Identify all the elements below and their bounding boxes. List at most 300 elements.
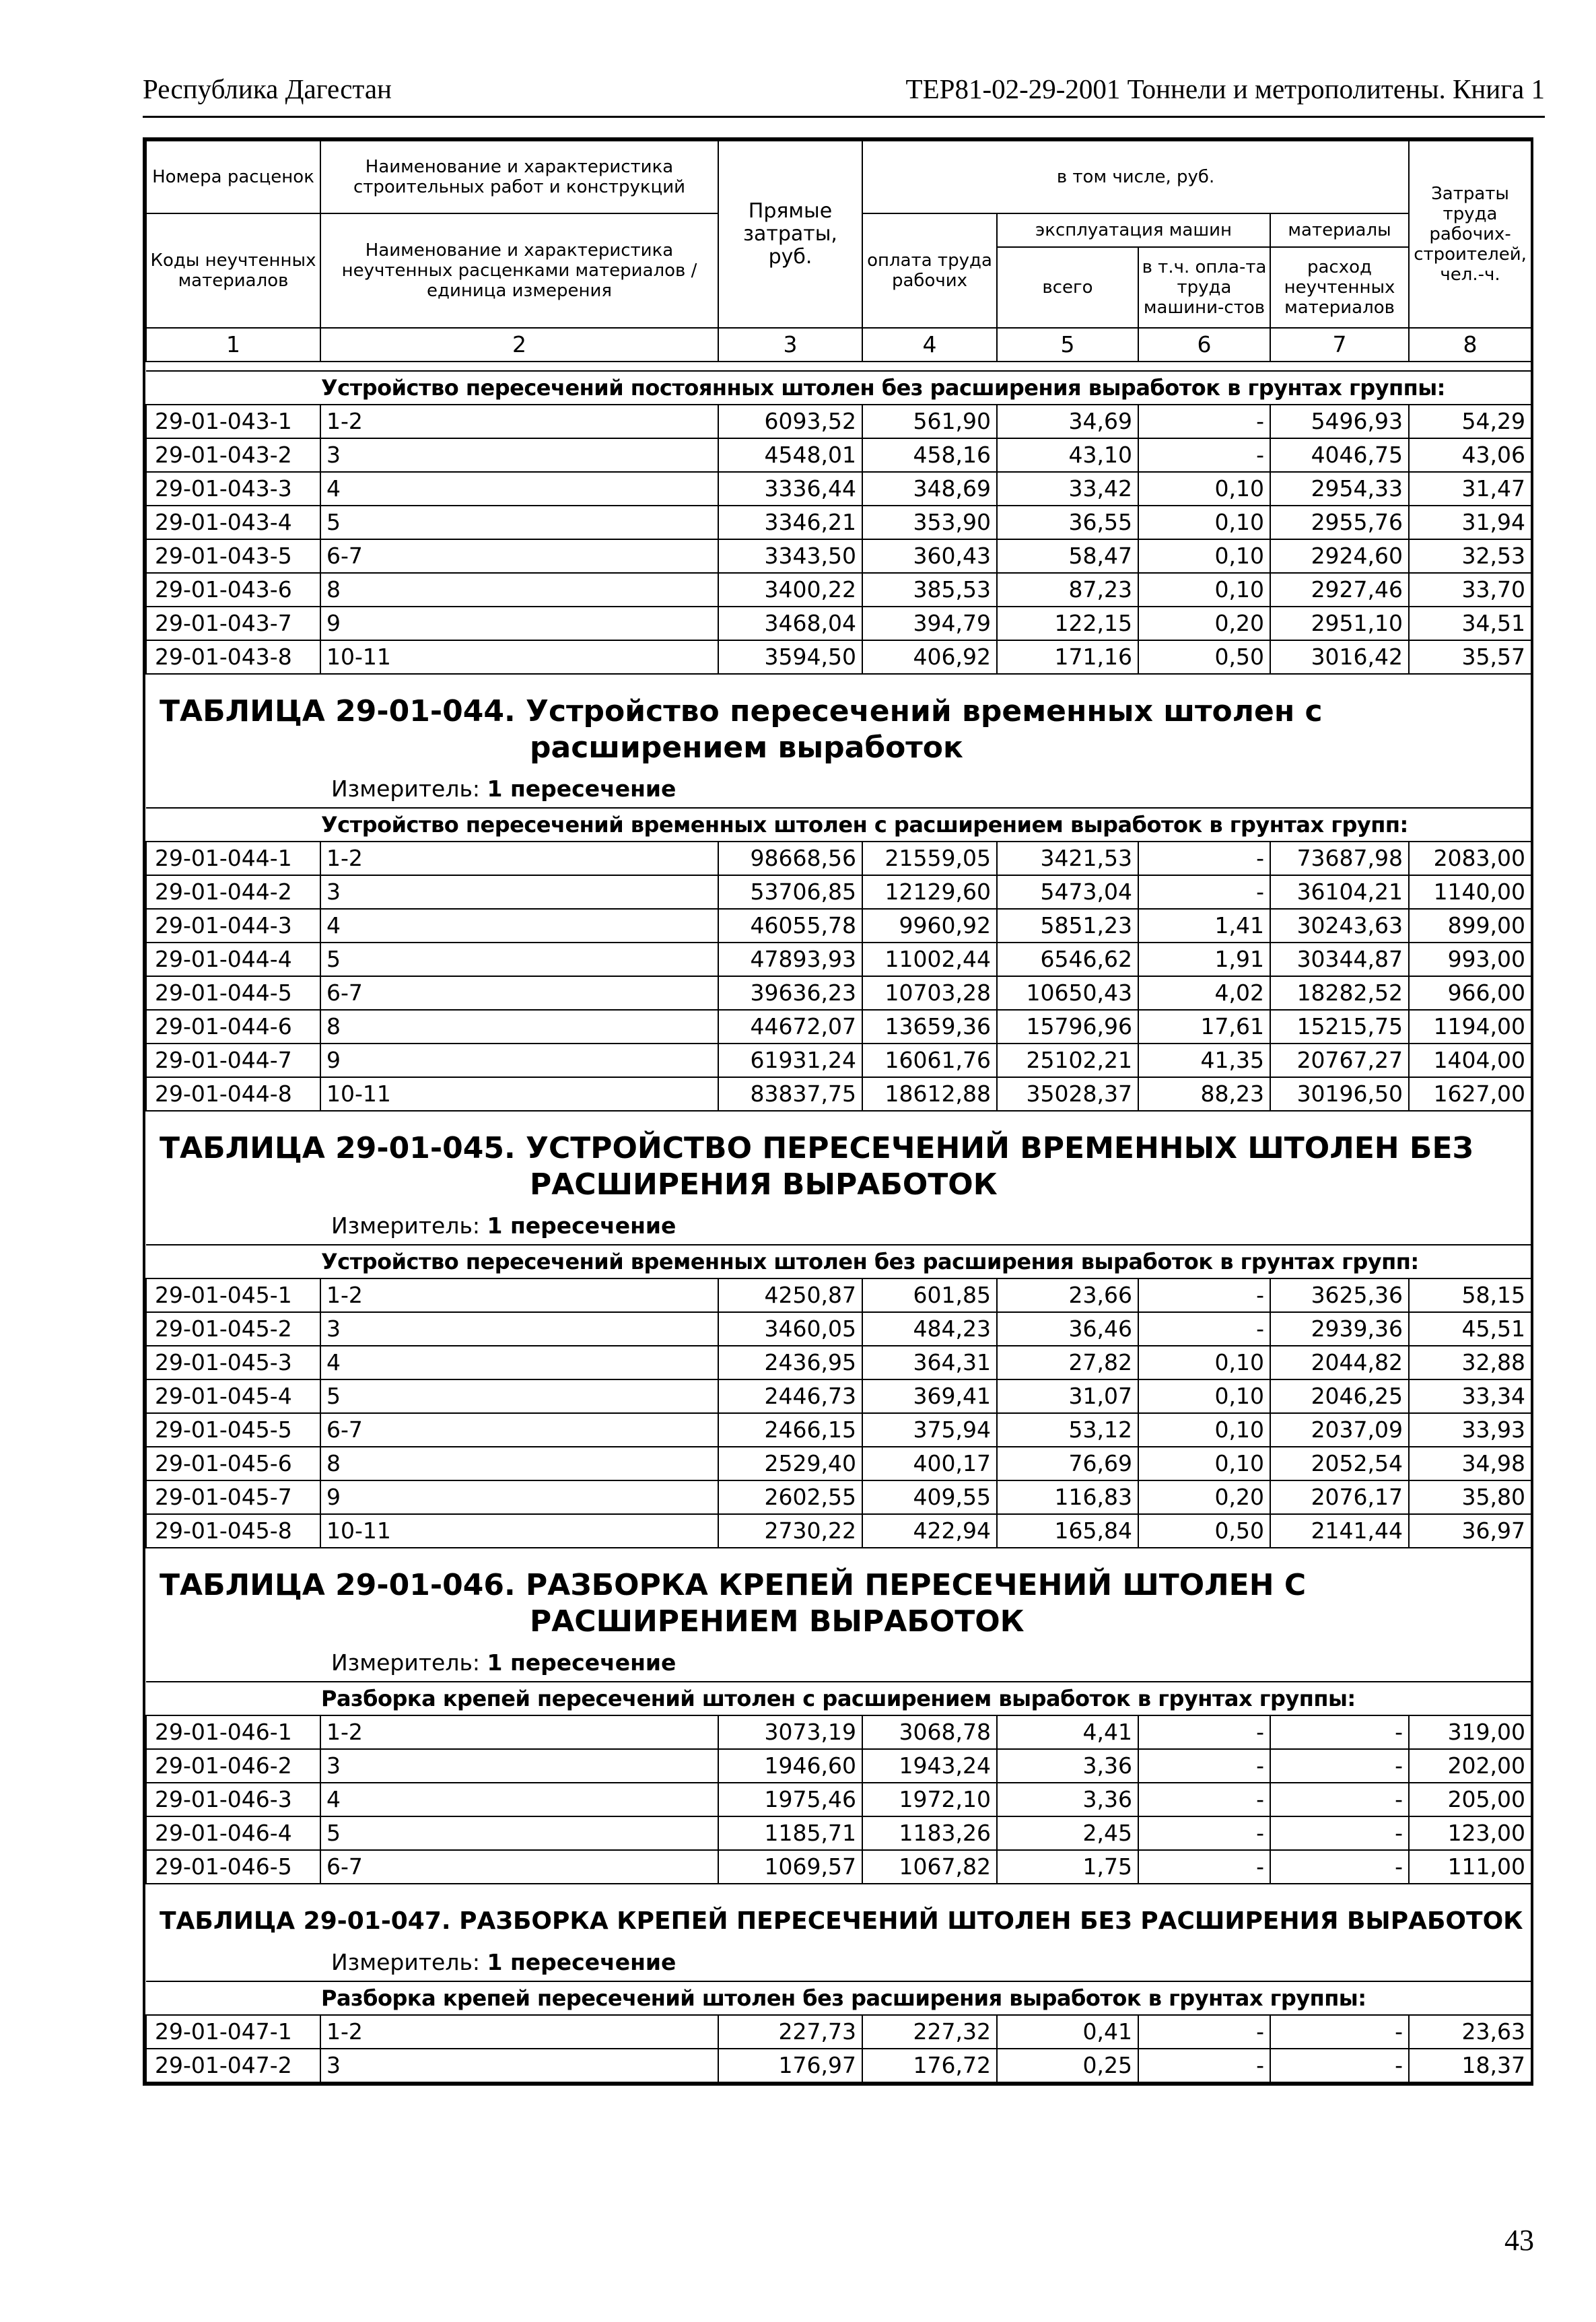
wages: 18612,88 xyxy=(862,1077,997,1111)
wages: 360,43 xyxy=(862,539,997,573)
rate-code: 29-01-045-7 xyxy=(146,1480,320,1514)
machines-total: 5473,04 xyxy=(997,875,1138,909)
machinist-wages: - xyxy=(1138,1278,1270,1312)
soil-group: 4 xyxy=(320,472,718,506)
section-subheader: Устройство пересечений постоянных штолен без расширения выработок в грунтах группы: xyxy=(146,371,1531,405)
direct-costs: 3346,21 xyxy=(718,506,862,539)
labor-costs: 202,00 xyxy=(1409,1749,1531,1783)
unit-label: Измеритель: xyxy=(331,776,481,802)
machines-total: 2,45 xyxy=(997,1816,1138,1850)
col-number: 5 xyxy=(997,328,1138,362)
machinist-wages: - xyxy=(1138,2049,1270,2082)
direct-costs: 3460,05 xyxy=(718,1312,862,1346)
direct-costs: 44672,07 xyxy=(718,1010,862,1044)
machinist-wages: - xyxy=(1138,1816,1270,1850)
material-consumption: - xyxy=(1270,1715,1409,1749)
material-consumption: 2955,76 xyxy=(1270,506,1409,539)
machinist-wages: - xyxy=(1138,1850,1270,1884)
soil-group: 3 xyxy=(320,875,718,909)
material-consumption: 20767,27 xyxy=(1270,1044,1409,1077)
soil-group: 3 xyxy=(320,2049,718,2082)
unit-of-measure xyxy=(160,776,1531,802)
soil-group: 4 xyxy=(320,1346,718,1379)
wages: 601,85 xyxy=(862,1278,997,1312)
section-subheader: Устройство пересечений временных штолен без расширения выработок в грунтах групп: xyxy=(146,1245,1531,1278)
labor-costs: 123,00 xyxy=(1409,1816,1531,1850)
unit-value: 1 пересечение xyxy=(487,776,676,802)
soil-group: 6-7 xyxy=(320,976,718,1010)
labor-costs: 36,97 xyxy=(1409,1514,1531,1548)
table-row xyxy=(146,842,1531,875)
rate-code: 29-01-047-2 xyxy=(146,2049,320,2082)
soil-group: 8 xyxy=(320,1010,718,1044)
col-number: 4 xyxy=(862,328,997,362)
wages: 1943,24 xyxy=(862,1749,997,1783)
page-number: 43 xyxy=(1504,2224,1534,2257)
wages: 9960,92 xyxy=(862,909,997,943)
table-row xyxy=(146,1413,1531,1447)
rate-code: 29-01-046-5 xyxy=(146,1850,320,1884)
col-material-name: Наименование и характеристика неучтенных расценками материалов / единица измерения xyxy=(320,213,718,328)
material-consumption: 2044,82 xyxy=(1270,1346,1409,1379)
labor-costs: 31,94 xyxy=(1409,506,1531,539)
machinist-wages: - xyxy=(1138,2015,1270,2049)
rate-code: 29-01-044-2 xyxy=(146,875,320,909)
material-consumption: - xyxy=(1270,2015,1409,2049)
col-including: в том числе, руб. xyxy=(862,141,1409,213)
material-consumption: 2951,10 xyxy=(1270,607,1409,640)
spacer xyxy=(146,362,1531,371)
direct-costs: 39636,23 xyxy=(718,976,862,1010)
labor-costs: 31,47 xyxy=(1409,472,1531,506)
table-row xyxy=(146,1816,1531,1850)
material-consumption: 30344,87 xyxy=(1270,943,1409,976)
wages: 1067,82 xyxy=(862,1850,997,1884)
material-consumption: 3016,42 xyxy=(1270,640,1409,674)
machines-total: 3,36 xyxy=(997,1783,1138,1816)
labor-costs: 1404,00 xyxy=(1409,1044,1531,1077)
table-title-text: РАЗБОРКА КРЕПЕЙ ПЕРЕСЕЧЕНИЙ ШТОЛЕН БЕЗ РАСШИРЕНИЯ ВЫРАБОТОК xyxy=(459,1907,1523,1935)
header-left: Республика Дагестан xyxy=(143,73,392,104)
table-row xyxy=(146,405,1531,438)
wages: 12129,60 xyxy=(862,875,997,909)
table-row xyxy=(146,1850,1531,1884)
col-rate-numbers: Номера расценок xyxy=(146,141,320,213)
machinist-wages: 0,50 xyxy=(1138,1514,1270,1548)
table-title-block xyxy=(146,1884,1531,1981)
table-title-row xyxy=(146,1111,1531,1245)
direct-costs: 4250,87 xyxy=(718,1278,862,1312)
table-row xyxy=(146,1447,1531,1480)
direct-costs: 2730,22 xyxy=(718,1514,862,1548)
labor-costs: 993,00 xyxy=(1409,943,1531,976)
direct-costs: 3343,50 xyxy=(718,539,862,573)
wages: 13659,36 xyxy=(862,1010,997,1044)
material-consumption: 2046,25 xyxy=(1270,1379,1409,1413)
machinist-wages: - xyxy=(1138,1312,1270,1346)
col-number: 6 xyxy=(1138,328,1270,362)
section-subheader: Разборка крепей пересечений штолен без расширения выработок в грунтах группы: xyxy=(146,1981,1531,2015)
machinist-wages: 0,10 xyxy=(1138,1413,1270,1447)
material-consumption: 73687,98 xyxy=(1270,842,1409,875)
direct-costs: 2529,40 xyxy=(718,1447,862,1480)
material-consumption: 30243,63 xyxy=(1270,909,1409,943)
rate-code: 29-01-043-4 xyxy=(146,506,320,539)
wages: 385,53 xyxy=(862,573,997,607)
machinist-wages: 0,20 xyxy=(1138,1480,1270,1514)
direct-costs: 3400,22 xyxy=(718,573,862,607)
soil-group: 3 xyxy=(320,1312,718,1346)
machinist-wages: - xyxy=(1138,438,1270,472)
material-consumption: 30196,50 xyxy=(1270,1077,1409,1111)
labor-costs: 111,00 xyxy=(1409,1850,1531,1884)
labor-costs: 34,98 xyxy=(1409,1447,1531,1480)
rate-code: 29-01-045-4 xyxy=(146,1379,320,1413)
material-consumption: 15215,75 xyxy=(1270,1010,1409,1044)
labor-costs: 1194,00 xyxy=(1409,1010,1531,1044)
table-title-row xyxy=(146,1884,1531,1981)
labor-costs: 34,51 xyxy=(1409,607,1531,640)
table-row xyxy=(146,1346,1531,1379)
machinist-wages: 4,02 xyxy=(1138,976,1270,1010)
soil-group: 8 xyxy=(320,1447,718,1480)
col-machines: эксплуатация машин xyxy=(997,213,1270,247)
machines-total: 33,42 xyxy=(997,472,1138,506)
rate-code: 29-01-044-7 xyxy=(146,1044,320,1077)
wages: 176,72 xyxy=(862,2049,997,2082)
machinist-wages: 41,35 xyxy=(1138,1044,1270,1077)
table-header xyxy=(146,141,1531,371)
machinist-wages: 0,10 xyxy=(1138,573,1270,607)
machinist-wages: 0,50 xyxy=(1138,640,1270,674)
rate-code: 29-01-047-1 xyxy=(146,2015,320,2049)
col-wages: оплата труда рабочих xyxy=(862,213,997,328)
table-title xyxy=(160,693,1531,766)
direct-costs: 61931,24 xyxy=(718,1044,862,1077)
soil-group: 5 xyxy=(320,506,718,539)
machinist-wages: - xyxy=(1138,842,1270,875)
section-subheader-row xyxy=(146,1682,1531,1715)
rates-table xyxy=(145,140,1532,2083)
soil-group: 1-2 xyxy=(320,2015,718,2049)
labor-costs: 33,34 xyxy=(1409,1379,1531,1413)
section-subheader-row xyxy=(146,808,1531,842)
rate-code: 29-01-043-1 xyxy=(146,405,320,438)
rate-code: 29-01-046-1 xyxy=(146,1715,320,1749)
col-materials: материалы xyxy=(1270,213,1409,247)
direct-costs: 2436,95 xyxy=(718,1346,862,1379)
direct-costs: 227,73 xyxy=(718,2015,862,2049)
direct-costs: 1069,57 xyxy=(718,1850,862,1884)
table-row xyxy=(146,1312,1531,1346)
material-consumption: - xyxy=(1270,2049,1409,2082)
wages: 369,41 xyxy=(862,1379,997,1413)
section-subheader-row xyxy=(146,1245,1531,1278)
table-row xyxy=(146,573,1531,607)
soil-group: 10-11 xyxy=(320,1514,718,1548)
wages: 422,94 xyxy=(862,1514,997,1548)
header-right: ТЕР81-02-29-2001 Тоннели и метрополитены. Книга 1 xyxy=(905,73,1545,104)
direct-costs: 1975,46 xyxy=(718,1783,862,1816)
unit-of-measure xyxy=(160,1949,1531,1975)
machines-total: 1,75 xyxy=(997,1850,1138,1884)
soil-group: 5 xyxy=(320,1816,718,1850)
table-row xyxy=(146,506,1531,539)
machines-total: 23,66 xyxy=(997,1278,1138,1312)
wages: 21559,05 xyxy=(862,842,997,875)
machines-total: 122,15 xyxy=(997,607,1138,640)
unit-value: 1 пересечение xyxy=(487,1949,676,1975)
rate-code: 29-01-044-5 xyxy=(146,976,320,1010)
rate-code: 29-01-043-3 xyxy=(146,472,320,506)
table-title-text: Устройство пересечений временных штолен с расширением выработок xyxy=(526,694,1323,765)
col-number: 7 xyxy=(1270,328,1409,362)
soil-group: 1-2 xyxy=(320,1715,718,1749)
material-consumption: 2141,44 xyxy=(1270,1514,1409,1548)
table-body xyxy=(146,371,1531,2082)
table-row xyxy=(146,875,1531,909)
table-row xyxy=(146,438,1531,472)
table-row xyxy=(146,1278,1531,1312)
labor-costs: 33,70 xyxy=(1409,573,1531,607)
col-machines-total: всего xyxy=(997,247,1138,328)
table-title-block xyxy=(146,1548,1531,1682)
unit-of-measure xyxy=(160,1213,1531,1239)
wages: 406,92 xyxy=(862,640,997,674)
wages: 561,90 xyxy=(862,405,997,438)
machinist-wages: 0,10 xyxy=(1138,1447,1270,1480)
wages: 11002,44 xyxy=(862,943,997,976)
soil-group: 9 xyxy=(320,1480,718,1514)
soil-group: 8 xyxy=(320,573,718,607)
soil-group: 1-2 xyxy=(320,1278,718,1312)
machines-total: 15796,96 xyxy=(997,1010,1138,1044)
soil-group: 10-11 xyxy=(320,640,718,674)
machines-total: 87,23 xyxy=(997,573,1138,607)
machines-total: 34,69 xyxy=(997,405,1138,438)
direct-costs: 2446,73 xyxy=(718,1379,862,1413)
machines-total: 6546,62 xyxy=(997,943,1138,976)
table-row xyxy=(146,1514,1531,1548)
table-row xyxy=(146,472,1531,506)
direct-costs: 1185,71 xyxy=(718,1816,862,1850)
table-row xyxy=(146,1044,1531,1077)
machines-total: 171,16 xyxy=(997,640,1138,674)
direct-costs: 2602,55 xyxy=(718,1480,862,1514)
labor-costs: 45,51 xyxy=(1409,1312,1531,1346)
table-row xyxy=(146,1480,1531,1514)
material-consumption: 4046,75 xyxy=(1270,438,1409,472)
labor-costs: 32,88 xyxy=(1409,1346,1531,1379)
soil-group: 1-2 xyxy=(320,405,718,438)
material-consumption: 2939,36 xyxy=(1270,1312,1409,1346)
rate-code: 29-01-046-2 xyxy=(146,1749,320,1783)
machines-total: 5851,23 xyxy=(997,909,1138,943)
rate-code: 29-01-044-3 xyxy=(146,909,320,943)
machinist-wages: 0,10 xyxy=(1138,1346,1270,1379)
table-row xyxy=(146,1749,1531,1783)
table-row xyxy=(146,1715,1531,1749)
machines-total: 53,12 xyxy=(997,1413,1138,1447)
machines-total: 27,82 xyxy=(997,1346,1138,1379)
rate-code: 29-01-045-3 xyxy=(146,1346,320,1379)
table-title-number: ТАБЛИЦА 29-01-047. xyxy=(160,1907,451,1935)
table-title-row xyxy=(146,1548,1531,1682)
table-row xyxy=(146,943,1531,976)
table-row xyxy=(146,976,1531,1010)
rate-code: 29-01-043-7 xyxy=(146,607,320,640)
labor-costs: 23,63 xyxy=(1409,2015,1531,2049)
table-title-block xyxy=(146,674,1531,808)
direct-costs: 3594,50 xyxy=(718,640,862,674)
table-row xyxy=(146,2015,1531,2049)
unit-value: 1 пересечение xyxy=(487,1649,676,1676)
material-consumption: - xyxy=(1270,1783,1409,1816)
section-subheader: Устройство пересечений временных штолен с расширением выработок в грунтах групп: xyxy=(146,808,1531,842)
table-title-number: ТАБЛИЦА 29-01-046. xyxy=(160,1568,516,1602)
direct-costs: 83837,75 xyxy=(718,1077,862,1111)
machines-total: 116,83 xyxy=(997,1480,1138,1514)
machines-total: 43,10 xyxy=(997,438,1138,472)
machines-total: 35028,37 xyxy=(997,1077,1138,1111)
machines-total: 4,41 xyxy=(997,1715,1138,1749)
header-rule xyxy=(143,116,1545,118)
labor-costs: 18,37 xyxy=(1409,2049,1531,2082)
rate-code: 29-01-043-6 xyxy=(146,573,320,607)
direct-costs: 53706,85 xyxy=(718,875,862,909)
machinist-wages: 0,20 xyxy=(1138,607,1270,640)
wages: 16061,76 xyxy=(862,1044,997,1077)
table-title-text: УСТРОЙСТВО ПЕРЕСЕЧЕНИЙ ВРЕМЕННЫХ ШТОЛЕН БЕЗ РАСШИРЕНИЯ ВЫРАБОТОК xyxy=(526,1131,1473,1202)
rate-code: 29-01-043-5 xyxy=(146,539,320,573)
machinist-wages: - xyxy=(1138,405,1270,438)
rates-sheet xyxy=(143,137,1533,2086)
machines-total: 36,46 xyxy=(997,1312,1138,1346)
rate-code: 29-01-044-8 xyxy=(146,1077,320,1111)
machinist-wages: - xyxy=(1138,875,1270,909)
machines-total: 31,07 xyxy=(997,1379,1138,1413)
material-consumption: 3625,36 xyxy=(1270,1278,1409,1312)
soil-group: 6-7 xyxy=(320,1850,718,1884)
direct-costs: 3336,44 xyxy=(718,472,862,506)
machinist-wages: 0,10 xyxy=(1138,539,1270,573)
labor-costs: 319,00 xyxy=(1409,1715,1531,1749)
section-subheader-row xyxy=(146,371,1531,405)
machinist-wages: 0,10 xyxy=(1138,506,1270,539)
wages: 400,17 xyxy=(862,1447,997,1480)
soil-group: 10-11 xyxy=(320,1077,718,1111)
machinist-wages: 0,10 xyxy=(1138,472,1270,506)
table-title-text: РАЗБОРКА КРЕПЕЙ ПЕРЕСЕЧЕНИЙ ШТОЛЕН С РАСШИРЕНИЕМ ВЫРАБОТОК xyxy=(526,1568,1307,1639)
table-row xyxy=(146,1379,1531,1413)
col-number: 8 xyxy=(1409,328,1531,362)
table-row xyxy=(146,1783,1531,1816)
wages: 409,55 xyxy=(862,1480,997,1514)
unit-label: Измеритель: xyxy=(331,1649,481,1676)
wages: 1183,26 xyxy=(862,1816,997,1850)
unit-of-measure xyxy=(160,1649,1531,1676)
rate-code: 29-01-043-2 xyxy=(146,438,320,472)
machines-total: 0,41 xyxy=(997,2015,1138,2049)
direct-costs: 3073,19 xyxy=(718,1715,862,1749)
direct-costs: 6093,52 xyxy=(718,405,862,438)
rate-code: 29-01-044-6 xyxy=(146,1010,320,1044)
labor-costs: 43,06 xyxy=(1409,438,1531,472)
table-title-number: ТАБЛИЦА 29-01-045. xyxy=(160,1131,516,1165)
rate-code: 29-01-045-5 xyxy=(146,1413,320,1447)
col-number: 2 xyxy=(320,328,718,362)
soil-group: 4 xyxy=(320,1783,718,1816)
material-consumption: 5496,93 xyxy=(1270,405,1409,438)
labor-costs: 54,29 xyxy=(1409,405,1531,438)
labor-costs: 205,00 xyxy=(1409,1783,1531,1816)
table-title xyxy=(160,1903,1531,1940)
labor-costs: 899,00 xyxy=(1409,909,1531,943)
material-consumption: 2927,46 xyxy=(1270,573,1409,607)
machines-total: 3,36 xyxy=(997,1749,1138,1783)
machines-total: 0,25 xyxy=(997,2049,1138,2082)
table-title-number: ТАБЛИЦА 29-01-044. xyxy=(160,694,516,728)
labor-costs: 1627,00 xyxy=(1409,1077,1531,1111)
machinist-wages: 88,23 xyxy=(1138,1077,1270,1111)
material-consumption: 2076,17 xyxy=(1270,1480,1409,1514)
rate-code: 29-01-045-8 xyxy=(146,1514,320,1548)
soil-group: 4 xyxy=(320,909,718,943)
rate-code: 29-01-045-2 xyxy=(146,1312,320,1346)
material-consumption: - xyxy=(1270,1850,1409,1884)
labor-costs: 58,15 xyxy=(1409,1278,1531,1312)
material-consumption: 2924,60 xyxy=(1270,539,1409,573)
table-row xyxy=(146,1010,1531,1044)
soil-group: 6-7 xyxy=(320,1413,718,1447)
soil-group: 3 xyxy=(320,438,718,472)
rate-code: 29-01-046-4 xyxy=(146,1816,320,1850)
table-row xyxy=(146,1077,1531,1111)
section-subheader: Разборка крепей пересечений штолен с расширением выработок в грунтах группы: xyxy=(146,1682,1531,1715)
rate-code: 29-01-045-1 xyxy=(146,1278,320,1312)
direct-costs: 176,97 xyxy=(718,2049,862,2082)
unit-label: Измеритель: xyxy=(331,1949,481,1975)
direct-costs: 47893,93 xyxy=(718,943,862,976)
rate-code: 29-01-044-4 xyxy=(146,943,320,976)
machines-total: 10650,43 xyxy=(997,976,1138,1010)
soil-group: 5 xyxy=(320,1379,718,1413)
table-title-block xyxy=(146,1111,1531,1245)
labor-costs: 35,57 xyxy=(1409,640,1531,674)
wages: 375,94 xyxy=(862,1413,997,1447)
labor-costs: 33,93 xyxy=(1409,1413,1531,1447)
col-material-consumption: расход неучтенных материалов xyxy=(1270,247,1409,328)
wages: 364,31 xyxy=(862,1346,997,1379)
material-consumption: - xyxy=(1270,1749,1409,1783)
wages: 3068,78 xyxy=(862,1715,997,1749)
table-title-row xyxy=(146,674,1531,808)
material-consumption: 18282,52 xyxy=(1270,976,1409,1010)
rate-code: 29-01-043-8 xyxy=(146,640,320,674)
machinist-wages: - xyxy=(1138,1783,1270,1816)
direct-costs: 98668,56 xyxy=(718,842,862,875)
machines-total: 58,47 xyxy=(997,539,1138,573)
machinist-wages: 17,61 xyxy=(1138,1010,1270,1044)
machinist-wages: 1,91 xyxy=(1138,943,1270,976)
col-direct-costs: Прямые затраты, руб. xyxy=(718,141,862,328)
soil-group: 5 xyxy=(320,943,718,976)
col-number: 1 xyxy=(146,328,320,362)
soil-group: 9 xyxy=(320,607,718,640)
wages: 348,69 xyxy=(862,472,997,506)
table-row xyxy=(146,607,1531,640)
labor-costs: 1140,00 xyxy=(1409,875,1531,909)
